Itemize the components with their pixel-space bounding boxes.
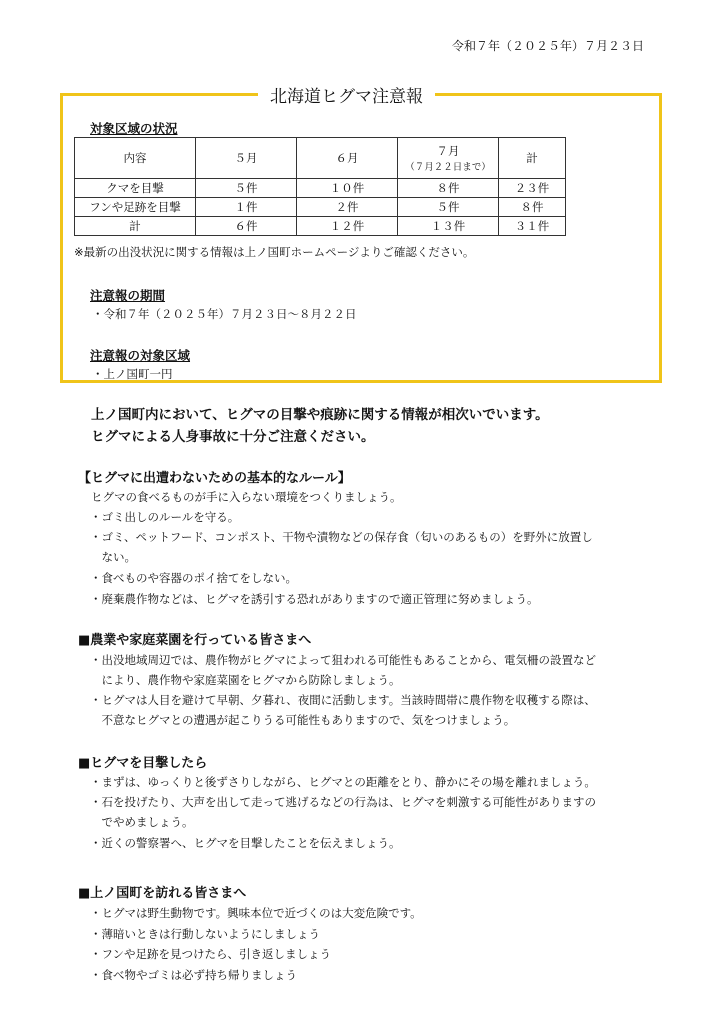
table-cell: ５件: [398, 198, 499, 217]
table-cell: １０件: [297, 179, 398, 198]
table-row: [75, 179, 566, 198]
row-label: クマを目撃: [75, 179, 196, 198]
table-cell: ６件: [196, 217, 297, 236]
header-july-note: （７月２２日まで）: [405, 162, 491, 173]
row-label: 計: [75, 217, 196, 236]
rules-item: ・ゴミ出しのルールを守る。: [90, 510, 240, 524]
farming-item: ・出没地域周辺では、農作物がヒグマによって狙われる可能性もあることから、電気柵の設置など: [90, 653, 596, 667]
rules-item: ない。: [90, 550, 136, 564]
visitors-item: ・薄暗いときは行動しないようにしましょう: [90, 927, 320, 941]
issue-date: 令和７年（２０２５年）７月２３日: [451, 39, 644, 53]
sighting-item: ・近くの警察署へ、ヒグマを目撃したことを伝えましょう。: [90, 836, 401, 850]
header-cell: 内容: [75, 138, 196, 179]
farming-item: により、農作物や家庭菜園をヒグマから防除しましょう。: [90, 673, 401, 687]
status-table: [74, 137, 566, 236]
header-cell: ６月: [297, 138, 398, 179]
rules-item: ・廃棄農作物などは、ヒグマを誘引する恐れがありますので適正管理に努めましょう。: [90, 592, 539, 606]
farming-item: ・ヒグマは人目を避けて早朝、夕暮れ、夜間に活動します。当該時間帯に農作物を収穫する際は、: [90, 693, 596, 707]
lead-line: 上ノ国町内において、ヒグマの目撃や痕跡に関する情報が相次いでいます。: [91, 407, 549, 423]
rules-item: ・ゴミ、ペットフード、コンポスト、干物や漬物などの保存食（匂いのあるもの）を野外に放置し: [90, 530, 593, 544]
area-heading: 注意報の対象区域: [90, 348, 191, 363]
sighting-item: ・まずは、ゆっくりと後ずさりしながら、ヒグマとの距離をとり、静かにその場を離れましょう。: [90, 775, 596, 789]
table-cell: ８件: [499, 198, 566, 217]
period-heading: 注意報の期間: [90, 288, 166, 303]
table-row: [75, 198, 566, 217]
table-cell: ５件: [196, 179, 297, 198]
header-cell-july: [398, 138, 499, 179]
table-cell: ２件: [297, 198, 398, 217]
table-note: ※最新の出没状況に関する情報は上ノ国町ホームページよりご確認ください。: [74, 245, 475, 259]
visitors-item: ・ヒグマは野生動物です。興味本位で近づくのは大変危険です。: [90, 906, 422, 920]
table-cell: １３件: [398, 217, 499, 236]
header-july-label: ７月: [436, 144, 460, 158]
page-title: 北海道ヒグマ注意報: [258, 82, 435, 107]
table-row: [75, 217, 566, 236]
row-label: フンや足跡を目撃: [75, 198, 196, 217]
table-cell: ２３件: [499, 179, 566, 198]
header-cell: ５月: [196, 138, 297, 179]
sighting-item: ・石を投げたり、大声を出して走って逃げるなどの行為は、ヒグマを刺激する可能性がありますの: [90, 795, 596, 809]
table-cell: ８件: [398, 179, 499, 198]
visitors-item: ・食べ物やゴミは必ず持ち帰りましょう: [90, 968, 297, 982]
table-cell: １２件: [297, 217, 398, 236]
table-header-row: [75, 138, 566, 179]
area-item: ・上ノ国町一円: [92, 367, 173, 381]
visitors-heading: ■上ノ国町を訪れる皆さまへ: [78, 886, 247, 901]
visitors-item: ・フンや足跡を見つけたら、引き返しましょう: [90, 947, 332, 961]
farming-heading: ■農業や家庭菜園を行っている皆さまへ: [78, 633, 312, 648]
period-item: ・令和７年（２０２５年）７月２３日～８月２２日: [92, 307, 357, 321]
farming-item: 不意なヒグマとの遭遇が起こりうる可能性もありますので、気をつけましょう。: [90, 713, 516, 727]
table-cell: ３１件: [499, 217, 566, 236]
rules-item: ・食べものや容器のポイ捨てをしない。: [90, 571, 297, 585]
header-cell: 計: [499, 138, 566, 179]
table-cell: １件: [196, 198, 297, 217]
lead-line: ヒグマによる人身事故に十分ご注意ください。: [91, 429, 375, 445]
sighting-heading: ■ヒグマを目撃したら: [78, 756, 208, 771]
status-heading: 対象区域の状況: [90, 121, 178, 136]
sighting-item: でやめましょう。: [90, 815, 194, 829]
rules-intro: ヒグマの食べるものが手に入らない環境をつくりましょう。: [91, 490, 402, 504]
rules-heading: 【ヒグマに出遭わないための基本的なルール】: [78, 471, 351, 486]
